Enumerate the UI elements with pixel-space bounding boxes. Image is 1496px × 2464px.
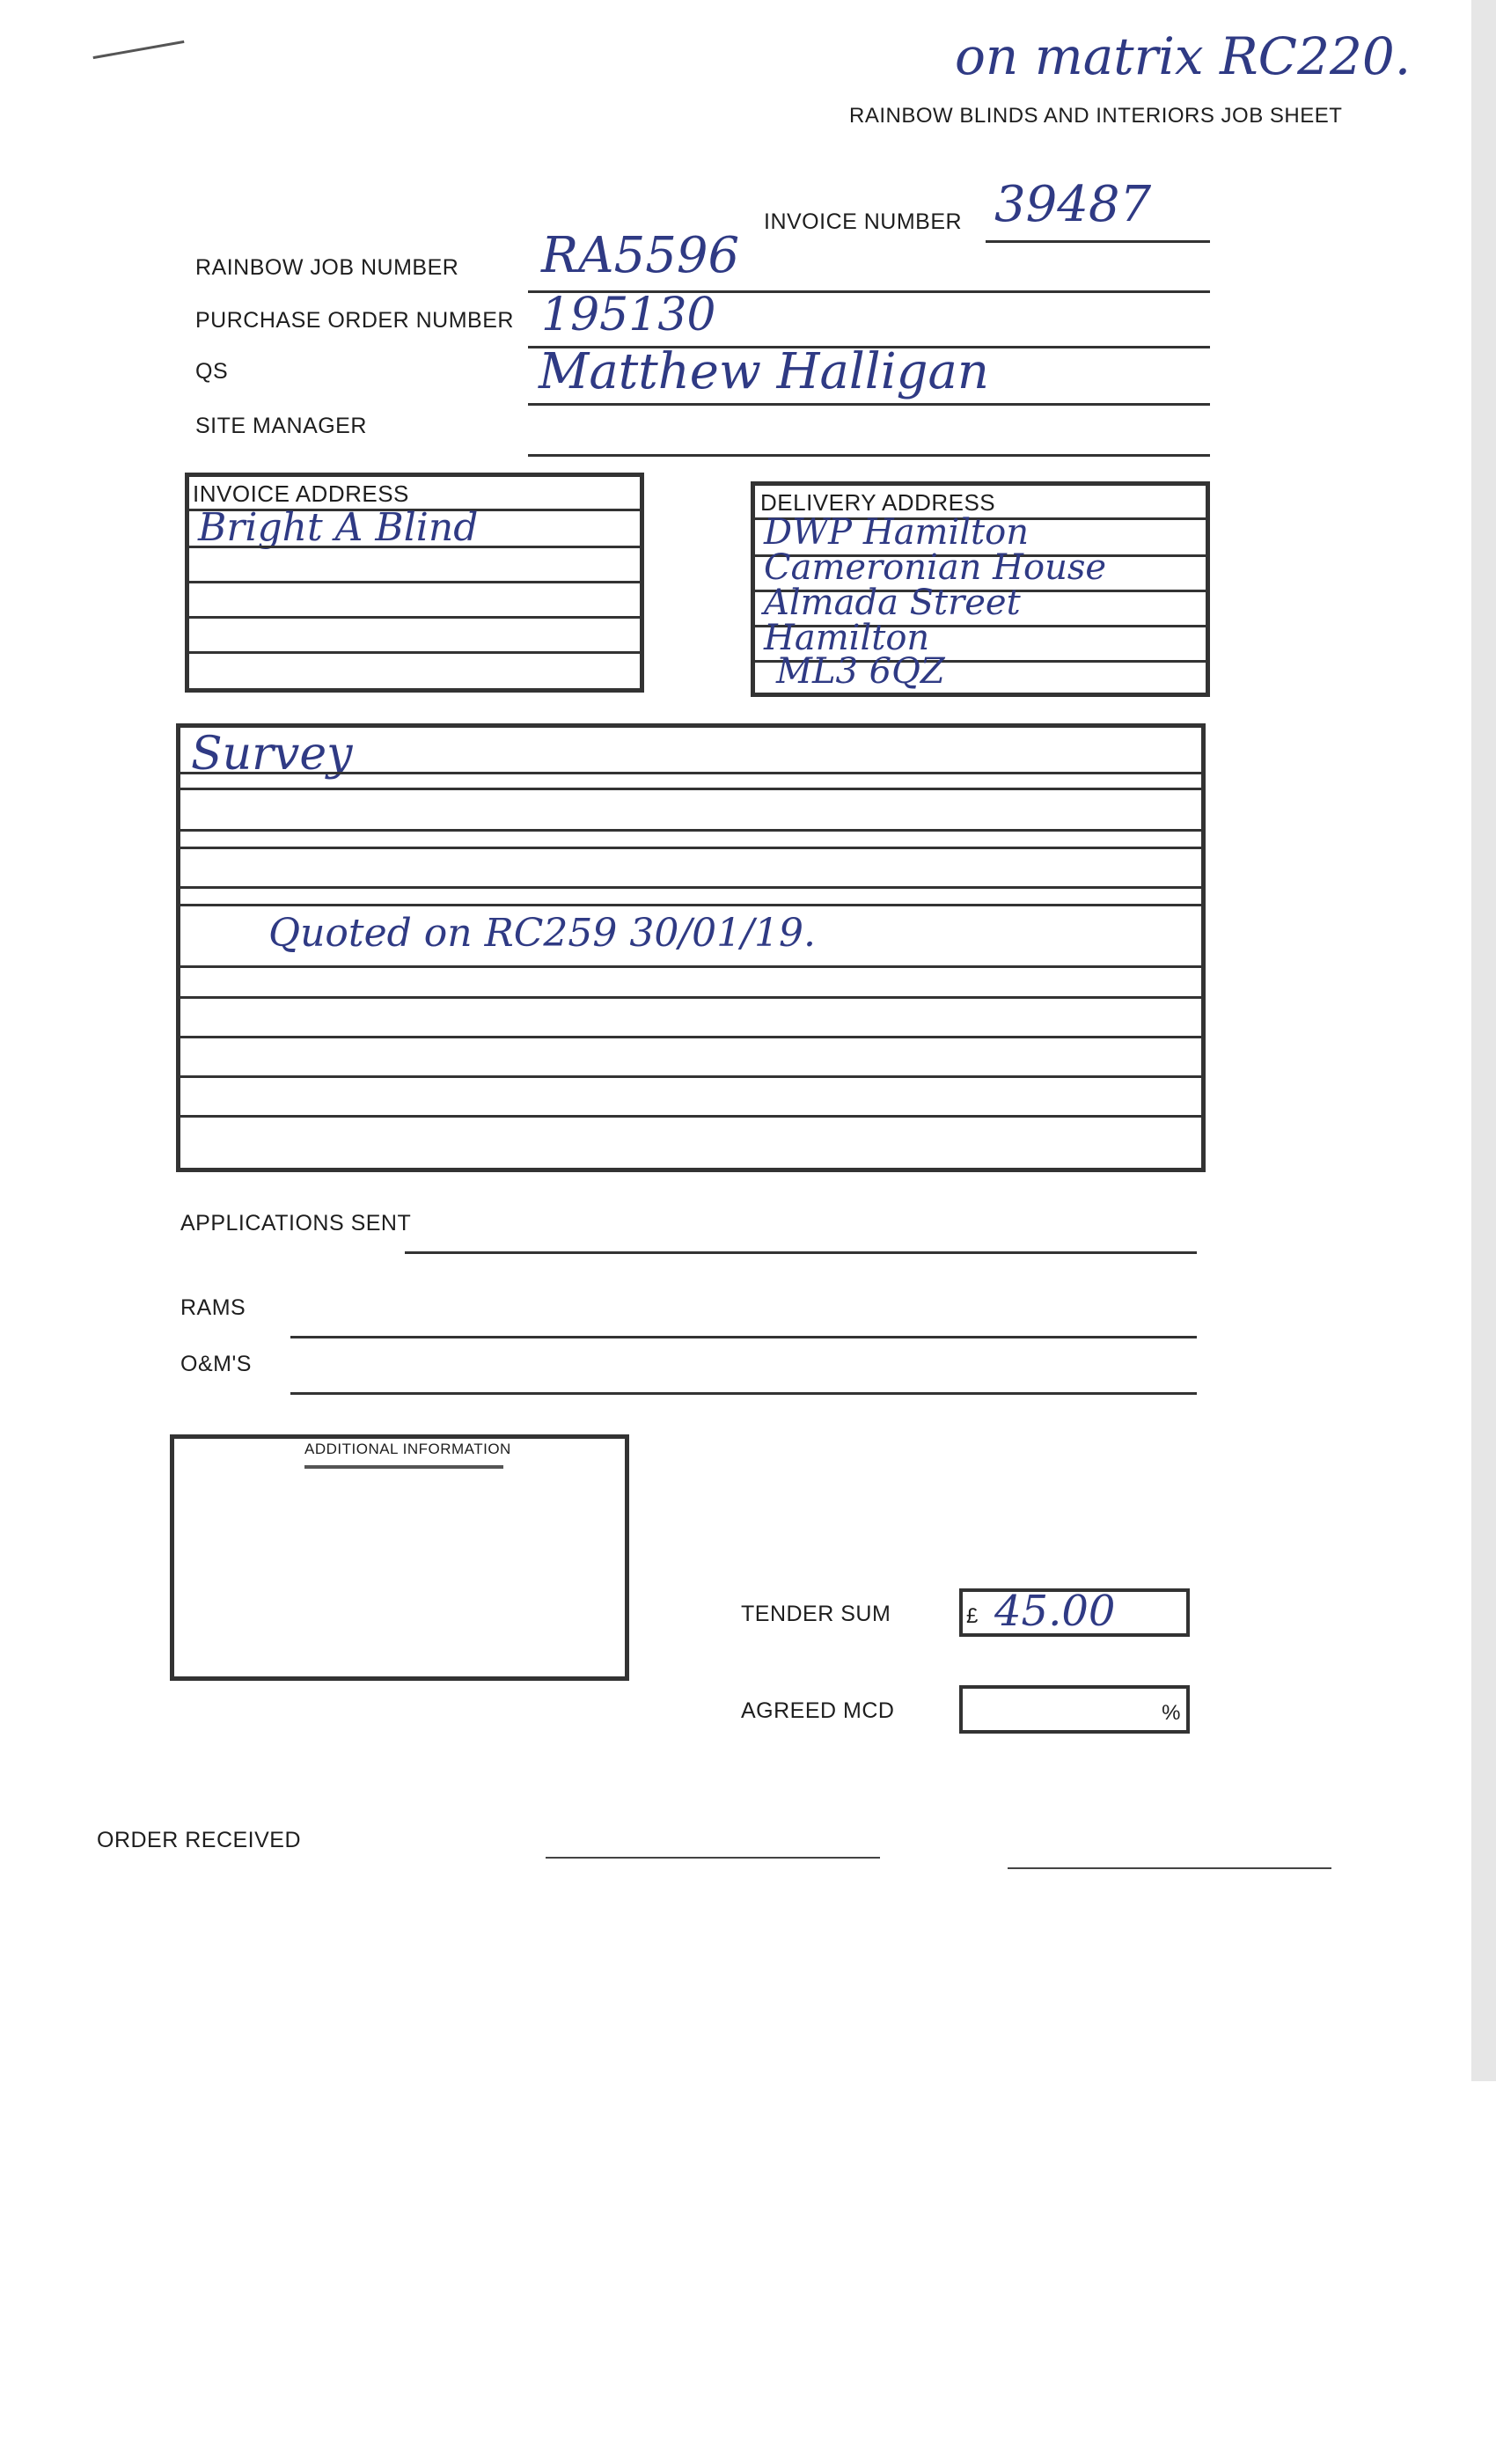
qs-line xyxy=(528,403,1210,406)
invoice-number-value[interactable]: 39487 xyxy=(994,176,1152,233)
percent-symbol: % xyxy=(1162,1701,1181,1725)
order-received-line-2[interactable] xyxy=(1008,1867,1331,1869)
delivery-address-line-3[interactable]: Almada Street xyxy=(764,583,1021,623)
applications-sent-line[interactable] xyxy=(405,1251,1197,1254)
oms-label: O&M'S xyxy=(180,1352,252,1376)
delivery-address-label: DELIVERY ADDRESS xyxy=(760,489,996,516)
rams-line[interactable] xyxy=(290,1336,1197,1338)
currency-symbol: £ xyxy=(966,1604,979,1628)
invoice-address-label: INVOICE ADDRESS xyxy=(193,480,409,507)
rams-label: RAMS xyxy=(180,1295,246,1320)
pen-mark xyxy=(93,40,185,59)
order-received-label: ORDER RECEIVED xyxy=(97,1828,302,1852)
qs-label: QS xyxy=(195,359,229,384)
delivery-address-line-2[interactable]: Cameronian House xyxy=(764,547,1107,588)
tender-sum-value[interactable]: 45.00 xyxy=(994,1587,1116,1636)
delivery-address-line-5[interactable]: ML3 6QZ xyxy=(776,651,945,692)
agreed-mcd-box[interactable] xyxy=(959,1685,1190,1734)
notes-line-2[interactable]: Quoted on RC259 30/01/19. xyxy=(268,911,816,956)
invoice-number-label: INVOICE NUMBER xyxy=(764,209,963,234)
additional-info-label: ADDITIONAL INFORMATION xyxy=(304,1441,511,1457)
notes-line-1[interactable]: Survey xyxy=(191,728,353,781)
site-manager-line xyxy=(528,454,1210,457)
job-notes-box xyxy=(176,723,1206,1172)
additional-info-box xyxy=(170,1434,629,1681)
document-title: RAINBOW BLINDS AND INTERIORS JOB SHEET xyxy=(849,104,1343,128)
applications-sent-label: APPLICATIONS SENT xyxy=(180,1211,412,1236)
oms-line[interactable] xyxy=(290,1392,1197,1395)
scan-edge xyxy=(1471,0,1496,2081)
tender-sum-box[interactable] xyxy=(959,1588,1190,1637)
po-number-value[interactable]: 195130 xyxy=(541,289,716,341)
tender-sum-label: TENDER SUM xyxy=(741,1602,891,1626)
site-manager-label: SITE MANAGER xyxy=(195,414,367,438)
job-number-value[interactable]: RA5596 xyxy=(541,227,740,284)
invoice-address-box xyxy=(185,473,644,693)
delivery-address-line-4[interactable]: Hamilton xyxy=(764,618,930,658)
delivery-address-line-1[interactable]: DWP Hamilton xyxy=(764,512,1029,553)
po-number-label: PURCHASE ORDER NUMBER xyxy=(195,308,514,333)
agreed-mcd-label: AGREED MCD xyxy=(741,1698,895,1723)
job-number-label: RAINBOW JOB NUMBER xyxy=(195,255,459,280)
invoice-address-line-1[interactable]: Bright A Blind xyxy=(198,505,479,550)
delivery-address-box xyxy=(751,481,1210,697)
top-handwritten-note: on matrix RC220. xyxy=(955,26,1412,86)
order-received-line-1[interactable] xyxy=(546,1857,880,1859)
qs-value[interactable]: Matthew Halligan xyxy=(539,343,989,400)
invoice-number-line xyxy=(986,240,1210,243)
